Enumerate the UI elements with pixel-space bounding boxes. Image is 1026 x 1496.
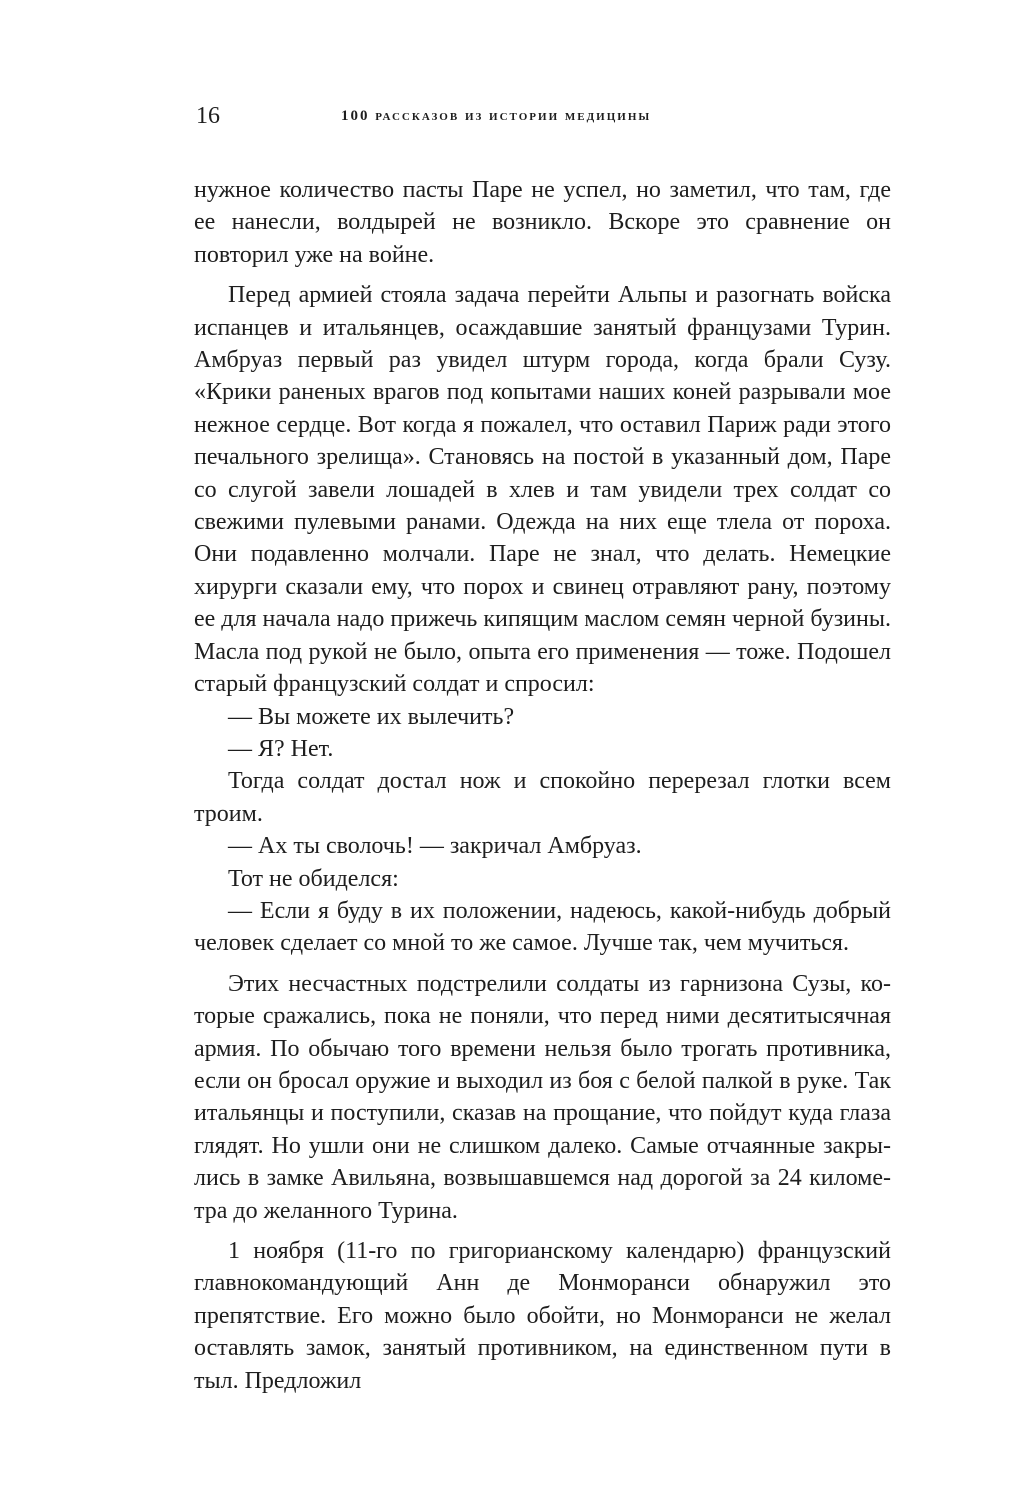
page-number: 16: [196, 103, 220, 129]
paragraph: Тот не обиделся:: [228, 865, 399, 892]
running-head: [196, 101, 896, 131]
paragraph: 1 ноября (11-го по григорианскому календарю) французский главнокомандующий Анн де Монморанси обнаружил это препятствие. Его можно было обойти, но Монморанси не желал оставлять замок, занятый противником, на единственном пути в тыл. Предложил: [194, 1238, 891, 1394]
paragraph: Перед армией стояла задача перейти Альпы и разогнать войска испанцев и итальянцев, осаждавшие занятый французами Турин. Амбруаз первый раз увидел штурм города, когда брали Сузу. «Крики раненых врагов под копытами наших коней разрывали мое нежное сердце. Вот когда я пожалел, что оставил Париж ради этого печального зрелища». Становясь на постой в указанный дом, Паре со слугой завели лошадей в хлев и там увидели трех солдат со свежими пулевыми ранами. Одежда на них еще тлела от пороха. Они подавленно молчали. Паре не знал, что делать. Немецкие хирурги сказали ему, что порох и свинец отравляют рану, поэтому ее для начала надо прижечь кипящим маслом семян черной бузины. Масла под рукой не было, опыта его применения — тоже. Подошел старый французский солдат и спросил:: [194, 282, 891, 698]
dialogue-line: — Ах ты сволочь! — закричал Амбруаз.: [228, 833, 642, 860]
dialogue-line: — Вы можете их вылечить?: [228, 703, 515, 730]
paragraph: Этих несчастных подстрелили солдаты из гарнизона Сузы, которые сражались, пока не поняли, что перед ними десятитысячная армия. По обычаю того времени нельзя было трогать противника, если он бросал оружие и выходил из боя с белой палкой в руке. Так итальянцы и поступили, сказав на прощание, что пойдут куда глаза глядят. Но ушли они не слишком далеко. Самые отчаянные закрылись в замке Авильяна, возвышавшемся над дорогой за 24 километра до желанного Турина.: [194, 970, 891, 1224]
book-title: 100 рассказов из истории медицины: [341, 108, 652, 124]
dialogue-line: — Если я буду в их положении, надеюсь, какой-нибудь добрый человек сделает со мной то же самое. Лучше так, чем мучиться.: [194, 897, 891, 957]
body-text: [194, 174, 891, 1397]
paragraph: нужное количество пасты Паре не успел, но заметил, что там, где ее нанесли, волдырей не возникло. Вскоре это сравнение он повторил уже на войне.: [194, 177, 891, 268]
dialogue-line: — Я? Нет.: [228, 735, 334, 762]
paragraph: Тогда солдат достал нож и спокойно перерезал глотки всем троим.: [194, 768, 891, 827]
